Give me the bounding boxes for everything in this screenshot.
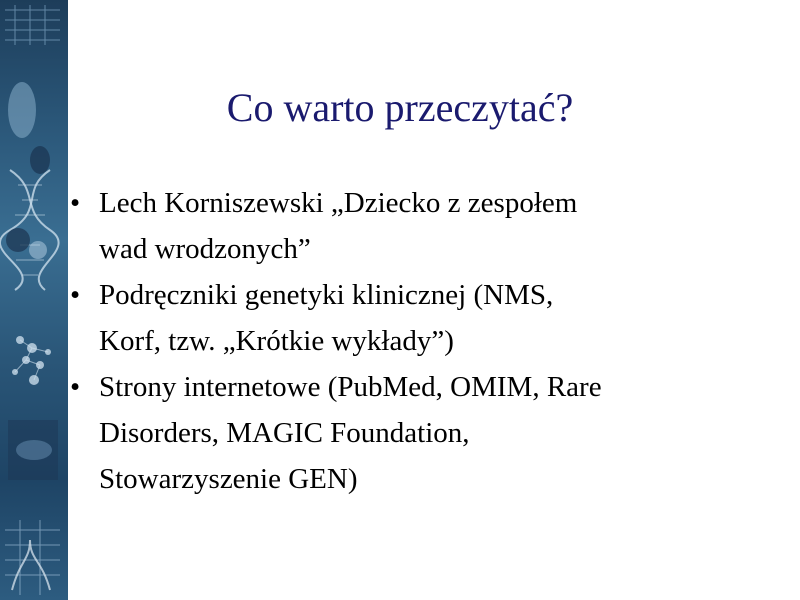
list-item [70,364,760,502]
bullet-list [70,180,760,502]
list-item [70,272,760,364]
bullet-text-line: Stowarzyszenie GEN) [99,463,358,495]
bullet-text-line: Disorders, MAGIC Foundation, [99,417,470,449]
bullet-icon: • [70,279,81,311]
slide-title: Co warto przeczytać? [226,85,574,130]
bullet-icon: • [70,187,81,219]
dna-molecule-decoration [0,0,68,600]
bullet-icon: • [70,371,81,403]
list-item [70,180,760,272]
bullet-text-line: wad wrodzonych” [99,233,311,265]
bullet-text-line: Strony internetowe (PubMed, OMIM, Rare [99,371,602,403]
bullet-text-line: Korf, tzw. „Krótkie wykłady”) [99,325,454,357]
bullet-text-line: Podręczniki genetyki klinicznej (NMS, [99,279,554,311]
bullet-text-line: Lech Korniszewski „Dziecko z zespołem [99,187,578,219]
decorative-side-strip [0,0,68,600]
